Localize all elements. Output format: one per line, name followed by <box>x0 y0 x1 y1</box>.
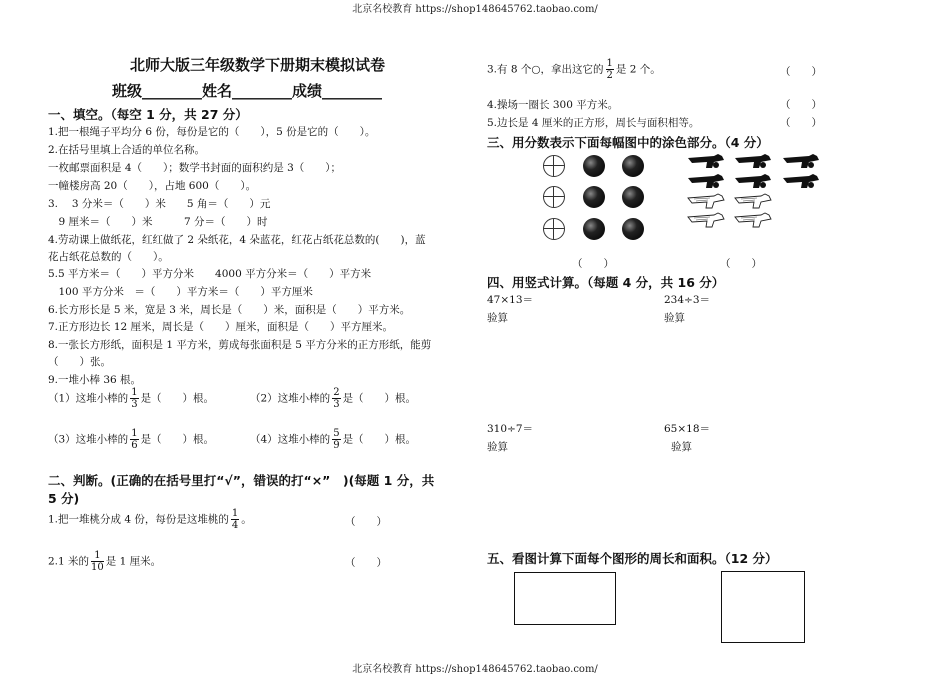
section-2-heading: 二、判断。(正确的在括号里打“√”，错误的打“×” )(每题 1 分，共 <box>48 473 435 488</box>
question-8b: （ ）张。 <box>48 356 111 368</box>
check-label: 验算 <box>487 312 508 324</box>
fraction: $\frac{2}{3}$ <box>333 387 340 410</box>
judge-2-text: 2.1 米的 <box>48 555 90 568</box>
fraction: $\frac{5}{9}$ <box>333 428 340 451</box>
question-2a: 一枚邮票面积是 4（ ）；数学书封面的面积约是 3（ ）； <box>48 162 342 174</box>
shaded-gun-icon <box>735 174 771 188</box>
judge-3-answer: （ ） <box>780 66 822 78</box>
question-4a: 4.劳动课上做纸花，红红做了 2 朵纸花，4 朵蓝花，红花占纸花总数的( )，蓝 <box>48 234 426 246</box>
fraction: $\frac{1}{6}$ <box>131 428 138 451</box>
rectangle-figure <box>514 572 616 625</box>
check-label: 验算 <box>671 441 692 453</box>
fraction: $\frac{1}{3}$ <box>131 387 138 410</box>
calc-3: 310÷7＝ <box>487 423 534 435</box>
question-8a: 8.一张长方形纸，面积是 1 平方米，剪成每张面积是 5 平方分米的正方形纸，能剪 <box>48 339 432 351</box>
question-2b: 一幢楼房高 20（ ），占地 600（ ）。 <box>48 180 257 192</box>
fraction: $\frac{1}{2}$ <box>606 58 613 81</box>
fraction: $\frac{1}{4}$ <box>231 508 239 531</box>
question-2: 2.在括号里填上合适的单位名称。 <box>48 144 206 156</box>
q9-4-text: （4）这堆小棒的 <box>250 433 331 446</box>
judge-2-end: 是 1 厘米。 <box>105 555 162 568</box>
calc-1: 47×13＝ <box>487 294 534 306</box>
section-1-heading: 一、填空。（每空 1 分，共 27 分） <box>48 107 248 122</box>
footer-watermark: 北京名校教育 https://shop148645762.taobao.com/ <box>352 664 598 675</box>
shaded-gun-icon <box>688 174 724 188</box>
calc-4: 65×18＝ <box>664 423 711 435</box>
student-info-line: 班级________姓名________成绩________ <box>112 82 383 100</box>
page-title: 北师大版三年级数学下册期末模拟试卷 <box>130 56 386 74</box>
judge-5-answer: （ ） <box>780 117 822 129</box>
unshaded-gun-icon <box>688 194 724 208</box>
shaded-gun-icon <box>783 174 819 188</box>
q9-3-blank: 是（ ）根。 <box>140 433 215 446</box>
question-1: 1.把一根绳子平均分 6 份，每份是它的（ ），5 份是它的（ ）。 <box>48 126 376 138</box>
judge-1-answer: （ ） <box>345 516 387 528</box>
q9-1-text: （1）这堆小棒的 <box>48 392 129 405</box>
unshaded-gun-icon <box>688 213 724 227</box>
q9-2-blank: 是（ ）根。 <box>342 392 417 405</box>
square-figure <box>721 571 805 643</box>
q9-2-text: （2）这堆小棒的 <box>250 392 331 405</box>
section-5-heading: 五、看图计算下面每个图形的周长和面积。（12 分） <box>487 551 778 566</box>
judge-1-text: 1.把一堆桃分成 4 份，每份是这堆桃的 <box>48 513 229 526</box>
check-label: 验算 <box>664 312 685 324</box>
q9-3-text: （3）这堆小棒的 <box>48 433 129 446</box>
fraction: $\frac{1}{10}$ <box>91 550 104 573</box>
check-label: 验算 <box>487 441 508 453</box>
section-4-heading: 四、用竖式计算。（每题 4 分，共 16 分） <box>487 275 725 290</box>
q9-4-blank: 是（ ）根。 <box>342 433 417 446</box>
header-watermark: 北京名校教育 https://shop148645762.taobao.com/ <box>352 4 598 15</box>
question-7: 7.正方形边长 12 厘米，周长是（ ）厘米，面积是（ ）平方厘米。 <box>48 321 394 333</box>
judge-2-answer: （ ） <box>345 557 387 569</box>
section-2-heading-cont: 5 分) <box>48 491 80 506</box>
shaded-gun-icon <box>735 154 771 168</box>
question-6: 6.长方形长是 5 米，宽是 3 米，周长是（ ）米，面积是（ ）平方米。 <box>48 304 411 316</box>
question-5a: 5.5 平方米＝（ ）平方分米 4000 平方分米＝（ ）平方米 <box>48 268 372 280</box>
unshaded-gun-icon <box>735 194 771 208</box>
question-3a: 3. 3 分米＝（ ）米 5 角＝（ ）元 <box>48 198 271 210</box>
calc-2: 234÷3＝ <box>664 294 711 306</box>
question-3b: 9 厘米＝（ ）米 7 分＝（ ）时 <box>48 216 268 228</box>
figure-1-answer: （ ） <box>572 258 614 270</box>
question-5b: 100 平方分米 ＝（ ）平方米＝（ ）平方厘米 <box>48 286 313 298</box>
judge-1-end: 。 <box>241 513 252 526</box>
shaded-gun-icon <box>688 154 724 168</box>
judge-4-answer: （ ） <box>780 99 822 111</box>
judge-3-text: 3.有 8 个○，拿出这它的 <box>487 63 604 76</box>
section-3-heading: 三、用分数表示下面每幅图中的涂色部分。（4 分） <box>487 135 769 150</box>
question-9: 9.一堆小棒 36 根。 <box>48 374 142 386</box>
judge-3-end: 是 2 个。 <box>615 63 661 76</box>
figure-2-answer: （ ） <box>720 258 762 270</box>
question-4b: 花占纸花总数的（ ）。 <box>48 251 169 263</box>
unshaded-gun-icon <box>735 213 771 227</box>
shaded-gun-icon <box>783 154 819 168</box>
judge-5: 5.边长是 4 厘米的正方形，周长与面积相等。 <box>487 117 700 129</box>
judge-4: 4.操场一圈长 300 平方米。 <box>487 99 619 111</box>
q9-1-blank: 是（ ）根。 <box>140 392 215 405</box>
